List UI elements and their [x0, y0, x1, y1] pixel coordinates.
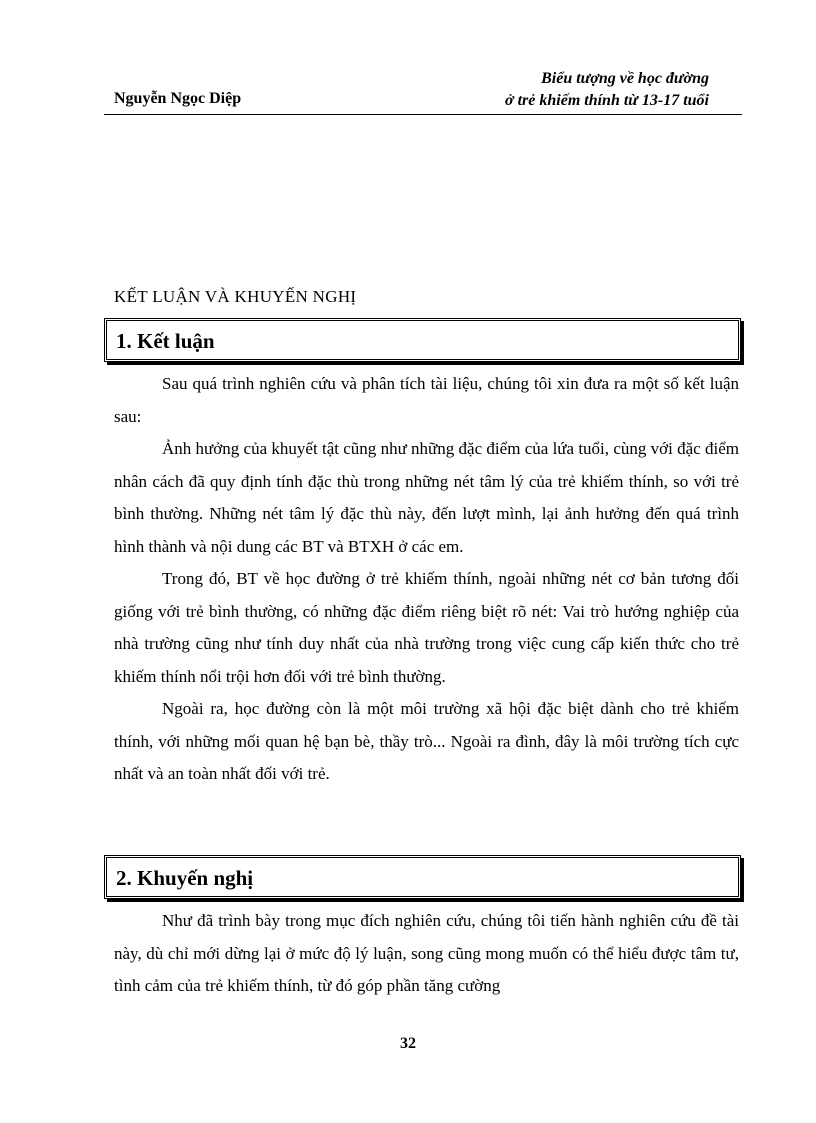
header-title-line1: Biểu tượng về học đường	[541, 70, 709, 87]
page-number: 32	[400, 1035, 416, 1052]
chapter-title: KẾT LUẬN VÀ KHUYẾN NGHỊ	[114, 287, 357, 306]
section-1-body	[114, 368, 739, 791]
header-title-line2: ở trẻ khiếm thính từ 13-17 tuổi	[505, 92, 709, 109]
paragraph: Sau quá trình nghiên cứu và phân tích tài liệu, chúng tôi xin đưa ra một số kết luận sau:	[114, 374, 739, 426]
paragraph: Ngoài ra, học đường còn là một môi trường xã hội đặc biệt dành cho trẻ khiếm thính, với những mối quan hệ bạn bè, thầy trò... Ngoài ra đình, đây là môi trường tích cực nhất và an toàn nhất đối với trẻ.	[114, 699, 739, 783]
header-rule	[104, 114, 742, 115]
paragraph: Ảnh hưởng của khuyết tật cũng như những đặc điểm của lứa tuổi, cùng với đặc điểm nhân cách đã quy định tính đặc thù trong những nét tâm lý của trẻ khiếm thính, so với trẻ bình thường. Những nét tâm lý đặc thù này, đến lượt mình, lại ảnh hưởng đến quá trình hình thành và nội dung các BT và BTXH ở các em.	[114, 439, 739, 556]
header-author: Nguyễn Ngọc Diệp	[114, 90, 242, 107]
paragraph: Trong đó, BT về học đường ở trẻ khiếm thính, ngoài những nét cơ bản tương đối giống với trẻ bình thường, có những đặc điểm riêng biệt rõ nét: Vai trò hướng nghiệp của nhà trường cũng như tính duy nhất của nhà trường trong việc cung cấp kiến thức cho trẻ khiếm thính nổi trội hơn đối với trẻ bình thường.	[114, 569, 739, 686]
section-2-heading-box	[104, 855, 741, 899]
section-1-heading-box	[104, 318, 741, 362]
section-2-heading: 2. Khuyến nghị	[116, 866, 254, 890]
section-1-heading: 1. Kết luận	[116, 329, 215, 353]
section-2-body	[114, 905, 739, 1003]
header-title	[409, 68, 709, 112]
paragraph: Như đã trình bày trong mục đích nghiên cứu, chúng tôi tiến hành nghiên cứu đề tài này, dù chỉ mới dừng lại ở mức độ lý luận, song cũng mong muốn có thể hiểu được tâm tư, tình cảm của trẻ khiếm thính, từ đó góp phần tăng cường	[114, 911, 739, 995]
